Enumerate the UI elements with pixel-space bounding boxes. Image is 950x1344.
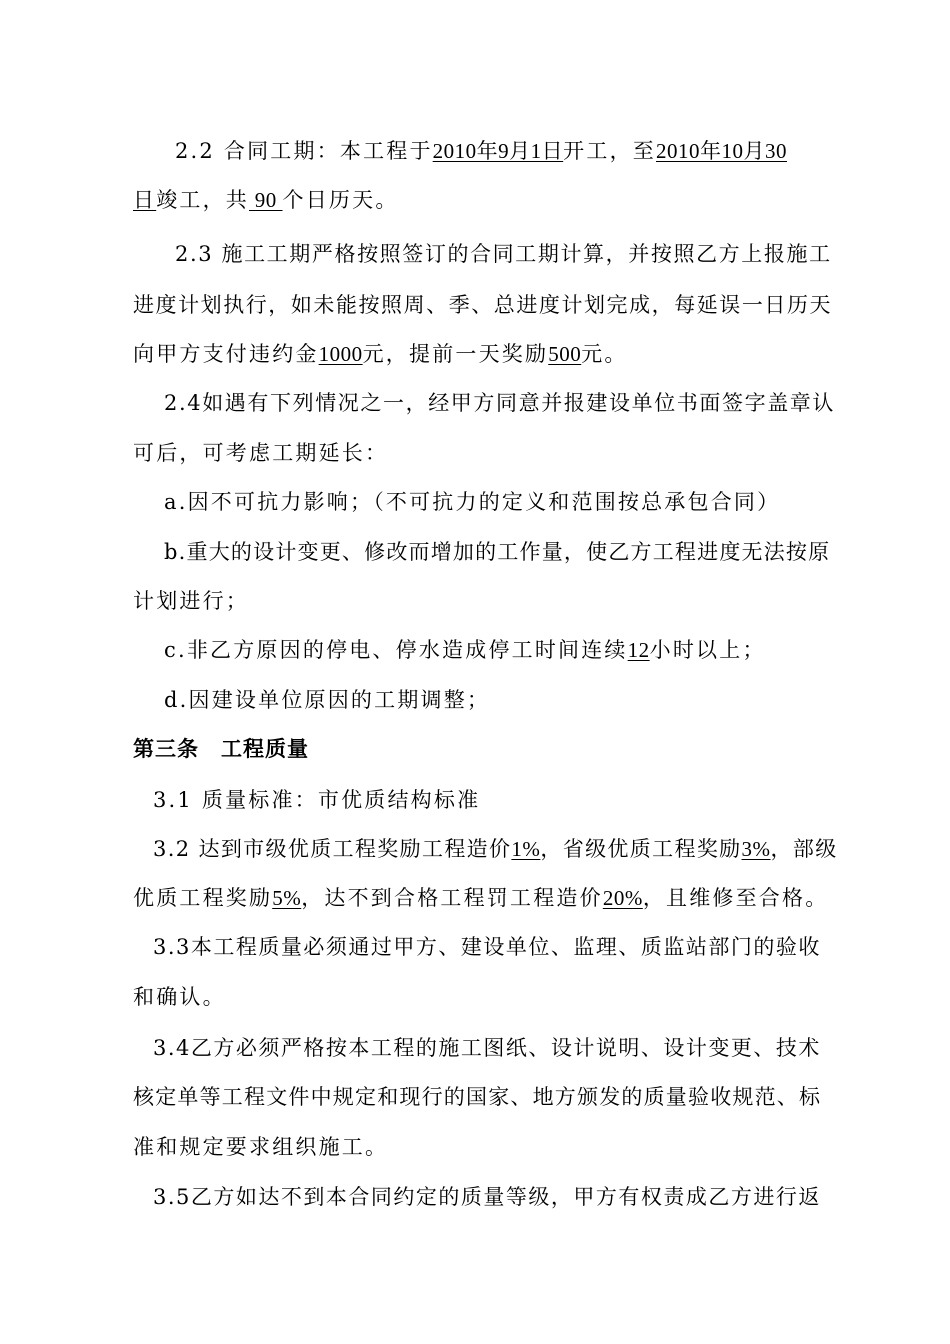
clause-2-2-suffix-2: 个日历天。 (282, 188, 399, 212)
clause-2-3-penalty: 1000 (318, 342, 363, 366)
clause-2-4-line-2: 可后，可考虑工期延长： (133, 441, 389, 465)
clause-2-2-end-date-day: 日 (133, 188, 157, 212)
item-d: d.因建设单位原因的工期调整； (164, 688, 491, 712)
item-c (164, 633, 838, 667)
clause-3-2-pct-min: 5% (272, 886, 302, 910)
clause-3-4-line-1: 3.4乙方必须严格按本工程的施工图纸、设计说明、设计变更、技术 (153, 1036, 821, 1060)
clause-2-2-line-1 (175, 134, 838, 168)
clause-3-2-l2-c: ，且维修至合格。 (642, 886, 829, 910)
clause-3-2-l2-a: 优质工程奖励 (133, 886, 273, 910)
clause-2-2-start-date: 2010年9月1日 (432, 139, 564, 163)
clause-3-2-l1-c: ，部级 (770, 837, 838, 861)
clause-2-4-line-1: 2.4如遇有下列情况之一，经甲方同意并报建设单位书面签字盖章认 (164, 391, 835, 415)
clause-3-4-line-3: 准和规定要求组织施工。 (133, 1135, 389, 1159)
clause-3-2-pct-fine: 20% (602, 886, 643, 910)
item-c-prefix: c.非乙方原因的停电、停水造成停工时间连续 (164, 638, 628, 662)
clause-2-3-prefix: 向甲方支付违约金 (133, 342, 319, 366)
clause-3-2-l2-b: ，达不到合格工程罚工程造价 (301, 886, 603, 910)
section-3-heading: 第三条 工程质量 (133, 737, 309, 761)
clause-2-2-suffix-1: 竣工，共 (156, 188, 250, 212)
clause-3-2-l1-b: ，省级优质工程奖励 (540, 837, 742, 861)
clause-2-3-line-1: 2.3 施工工期严格按照签订的合同工期计算，并按照乙方上报施工 (175, 242, 832, 266)
clause-3-2-line-1 (153, 832, 838, 866)
item-c-hours: 12 (627, 638, 650, 662)
clause-2-2-mid: 开工，至 (563, 139, 656, 163)
clause-2-3-line-2: 进度计划执行，如未能按照周、季、总进度计划完成，每延误一日历天 (133, 293, 833, 317)
clause-3-2-line-2 (133, 881, 838, 915)
clause-2-2-prefix: 2.2 合同工期：本工程于 (175, 139, 433, 163)
clause-3-1: 3.1 质量标准：市优质结构标准 (153, 788, 481, 812)
item-b-line-2: 计划进行； (133, 589, 249, 613)
item-a: a.因不可抗力影响；（不可抗力的定义和范围按总承包合同） (164, 490, 781, 514)
clause-3-2-pct-prov: 3% (741, 837, 771, 861)
clause-3-4-line-2: 核定单等工程文件中规定和现行的国家、地方颁发的质量验收规范、标 (133, 1085, 822, 1109)
clause-2-2-line-2 (133, 183, 838, 217)
item-b-line-1: b.重大的设计变更、修改而增加的工作量，使乙方工程进度无法按原 (164, 540, 831, 564)
clause-3-3-line-1: 3.3本工程质量必须通过甲方、建设单位、监理、质监站部门的验收 (153, 935, 821, 959)
clause-3-5-line-1: 3.5乙方如达不到本合同约定的质量等级，甲方有权责成乙方进行返 (153, 1185, 821, 1209)
clause-2-2-days: 90 (249, 188, 283, 212)
clause-2-3-reward: 500 (548, 342, 582, 366)
item-c-suffix: 小时以上； (649, 638, 766, 662)
clause-2-3-mid: 元，提前一天奖励 (362, 342, 549, 366)
clause-3-2-l1-a: 3.2 达到市级优质工程奖励工程造价 (153, 837, 512, 861)
clause-3-3-line-2: 和确认。 (133, 985, 226, 1009)
clause-2-2-end-date: 2010年10月30 (655, 139, 787, 163)
clause-3-2-pct-city: 1% (511, 837, 541, 861)
clause-2-3-suffix: 元。 (581, 342, 628, 366)
clause-2-3-line-3 (133, 337, 838, 371)
